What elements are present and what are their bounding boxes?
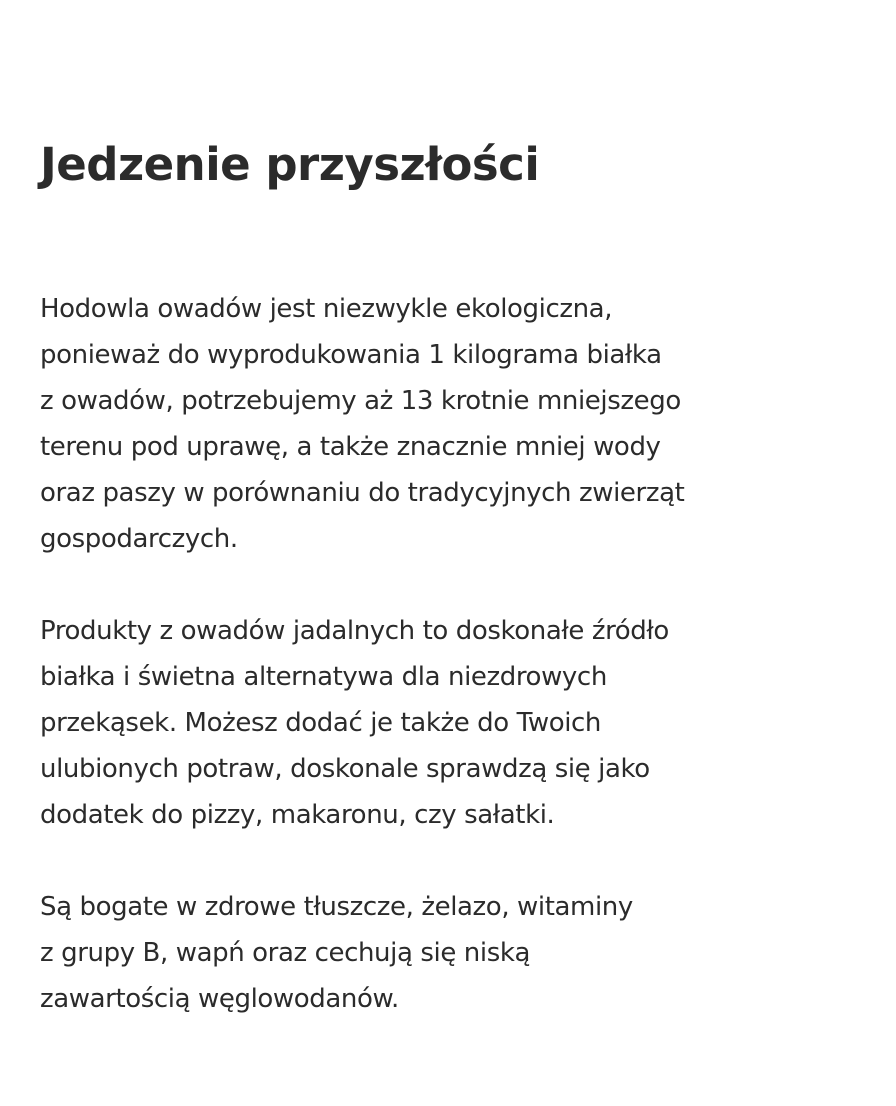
text-line: gospodarczych. (40, 524, 238, 554)
text-line: zawartością węglowodanów. (40, 984, 399, 1014)
text-line: terenu pod uprawę, a także znacznie mniej wody (40, 432, 661, 462)
text-line: Produkty z owadów jadalnych to doskonałe źródło (40, 616, 669, 646)
text-line: z owadów, potrzebujemy aż 13 krotnie mniejszego (40, 386, 681, 416)
paragraph-ecology (40, 286, 800, 562)
text-line: z grupy B, wapń oraz cechują się niską (40, 938, 531, 968)
text-line: Są bogate w zdrowe tłuszcze, żelazo, witaminy (40, 892, 633, 922)
text-line: ulubionych potraw, doskonale sprawdzą się jako (40, 754, 650, 784)
text-line: przekąsek. Możesz dodać je także do Twoich (40, 708, 602, 738)
text-line: oraz paszy w porównaniu do tradycyjnych zwierząt (40, 478, 685, 508)
text-line: dodatek do pizzy, makaronu, czy sałatki. (40, 800, 555, 830)
text-line: białka i świetna alternatywa dla niezdrowych (40, 662, 607, 692)
paragraph-nutrition (40, 884, 800, 1022)
page-title: Jedzenie przyszłości (40, 138, 540, 191)
article (40, 132, 800, 1068)
paragraph-products (40, 608, 800, 838)
text-line: Hodowla owadów jest niezwykle ekologiczna, (40, 294, 613, 324)
text-line: ponieważ do wyprodukowania 1 kilograma białka (40, 340, 662, 370)
article-body (40, 286, 800, 1022)
